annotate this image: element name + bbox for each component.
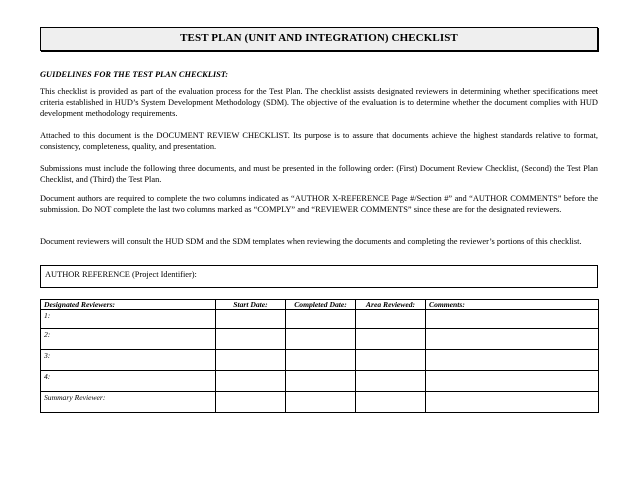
header-area-reviewed: Area Reviewed: — [356, 300, 426, 310]
header-completed-date: Completed Date: — [286, 300, 356, 310]
table-row — [41, 392, 599, 413]
reviewers-table — [40, 299, 599, 413]
completed-date-cell[interactable] — [286, 310, 356, 329]
reviewers-header-row — [41, 300, 599, 310]
guidelines-paragraph-4: Document authors are required to complete the two columns indicated as “AUTHOR X-REFERENCE Page #/Section #” and “AUTHOR COMMENTS” before the submission. Do NOT complete the last two columns marked as “COMPLY” and “REVIEWER COMMENTS” since these are for the designated reviewers. — [40, 194, 598, 215]
header-start-date: Start Date: — [216, 300, 286, 310]
start-date-cell[interactable] — [216, 371, 286, 392]
area-reviewed-cell[interactable] — [356, 350, 426, 371]
table-row — [41, 310, 599, 329]
start-date-cell[interactable] — [216, 350, 286, 371]
reviewer-label-cell[interactable]: 3: — [41, 350, 216, 371]
area-reviewed-cell[interactable] — [356, 310, 426, 329]
title-box — [40, 27, 598, 51]
table-row — [41, 371, 599, 392]
comments-cell[interactable] — [426, 350, 599, 371]
page-title: TEST PLAN (UNIT AND INTEGRATION) CHECKLIST — [180, 32, 458, 44]
guidelines-paragraph-1: This checklist is provided as part of the evaluation process for the Test Plan. The checklist assists designated reviewers in determining whether specifications meet criteria established in HUD’s System Development Methodology (SDM). The objective of the evaluation is to determine whether the document complies with HUD development methodology requirements. — [40, 87, 598, 119]
completed-date-cell[interactable] — [286, 371, 356, 392]
area-reviewed-cell[interactable] — [356, 329, 426, 350]
table-row — [41, 350, 599, 371]
start-date-cell[interactable] — [216, 329, 286, 350]
author-reference-label: AUTHOR REFERENCE (Project Identifier): — [45, 270, 197, 279]
guidelines-paragraph-2: Attached to this document is the DOCUMENT REVIEW CHECKLIST. Its purpose is to assure that documents achieve the highest standards relative to format, consistency, completeness, quality, and presentation. — [40, 131, 598, 152]
start-date-cell[interactable] — [216, 392, 286, 413]
comments-cell[interactable] — [426, 392, 599, 413]
author-reference-field[interactable] — [40, 265, 598, 288]
reviewer-label-cell[interactable]: 1: — [41, 310, 216, 329]
header-designated-reviewers: Designated Reviewers: — [41, 300, 216, 310]
comments-cell[interactable] — [426, 329, 599, 350]
completed-date-cell[interactable] — [286, 350, 356, 371]
header-comments: Comments: — [426, 300, 599, 310]
guidelines-heading: GUIDELINES FOR THE TEST PLAN CHECKLIST: — [40, 70, 229, 79]
area-reviewed-cell[interactable] — [356, 371, 426, 392]
comments-cell[interactable] — [426, 371, 599, 392]
reviewer-label-cell[interactable]: 4: — [41, 371, 216, 392]
table-row — [41, 329, 599, 350]
comments-cell[interactable] — [426, 310, 599, 329]
summary-reviewer-cell[interactable]: Summary Reviewer: — [41, 392, 216, 413]
area-reviewed-cell[interactable] — [356, 392, 426, 413]
completed-date-cell[interactable] — [286, 329, 356, 350]
reviewer-label-cell[interactable]: 2: — [41, 329, 216, 350]
completed-date-cell[interactable] — [286, 392, 356, 413]
guidelines-paragraph-3: Submissions must include the following three documents, and must be presented in the following order: (First) Document Review Checklist, (Second) the Test Plan Checklist, and (Third) the Test Plan. — [40, 164, 598, 185]
start-date-cell[interactable] — [216, 310, 286, 329]
guidelines-paragraph-5: Document reviewers will consult the HUD SDM and the SDM templates when reviewing the documents and completing the reviewer’s portions of this checklist. — [40, 237, 582, 246]
